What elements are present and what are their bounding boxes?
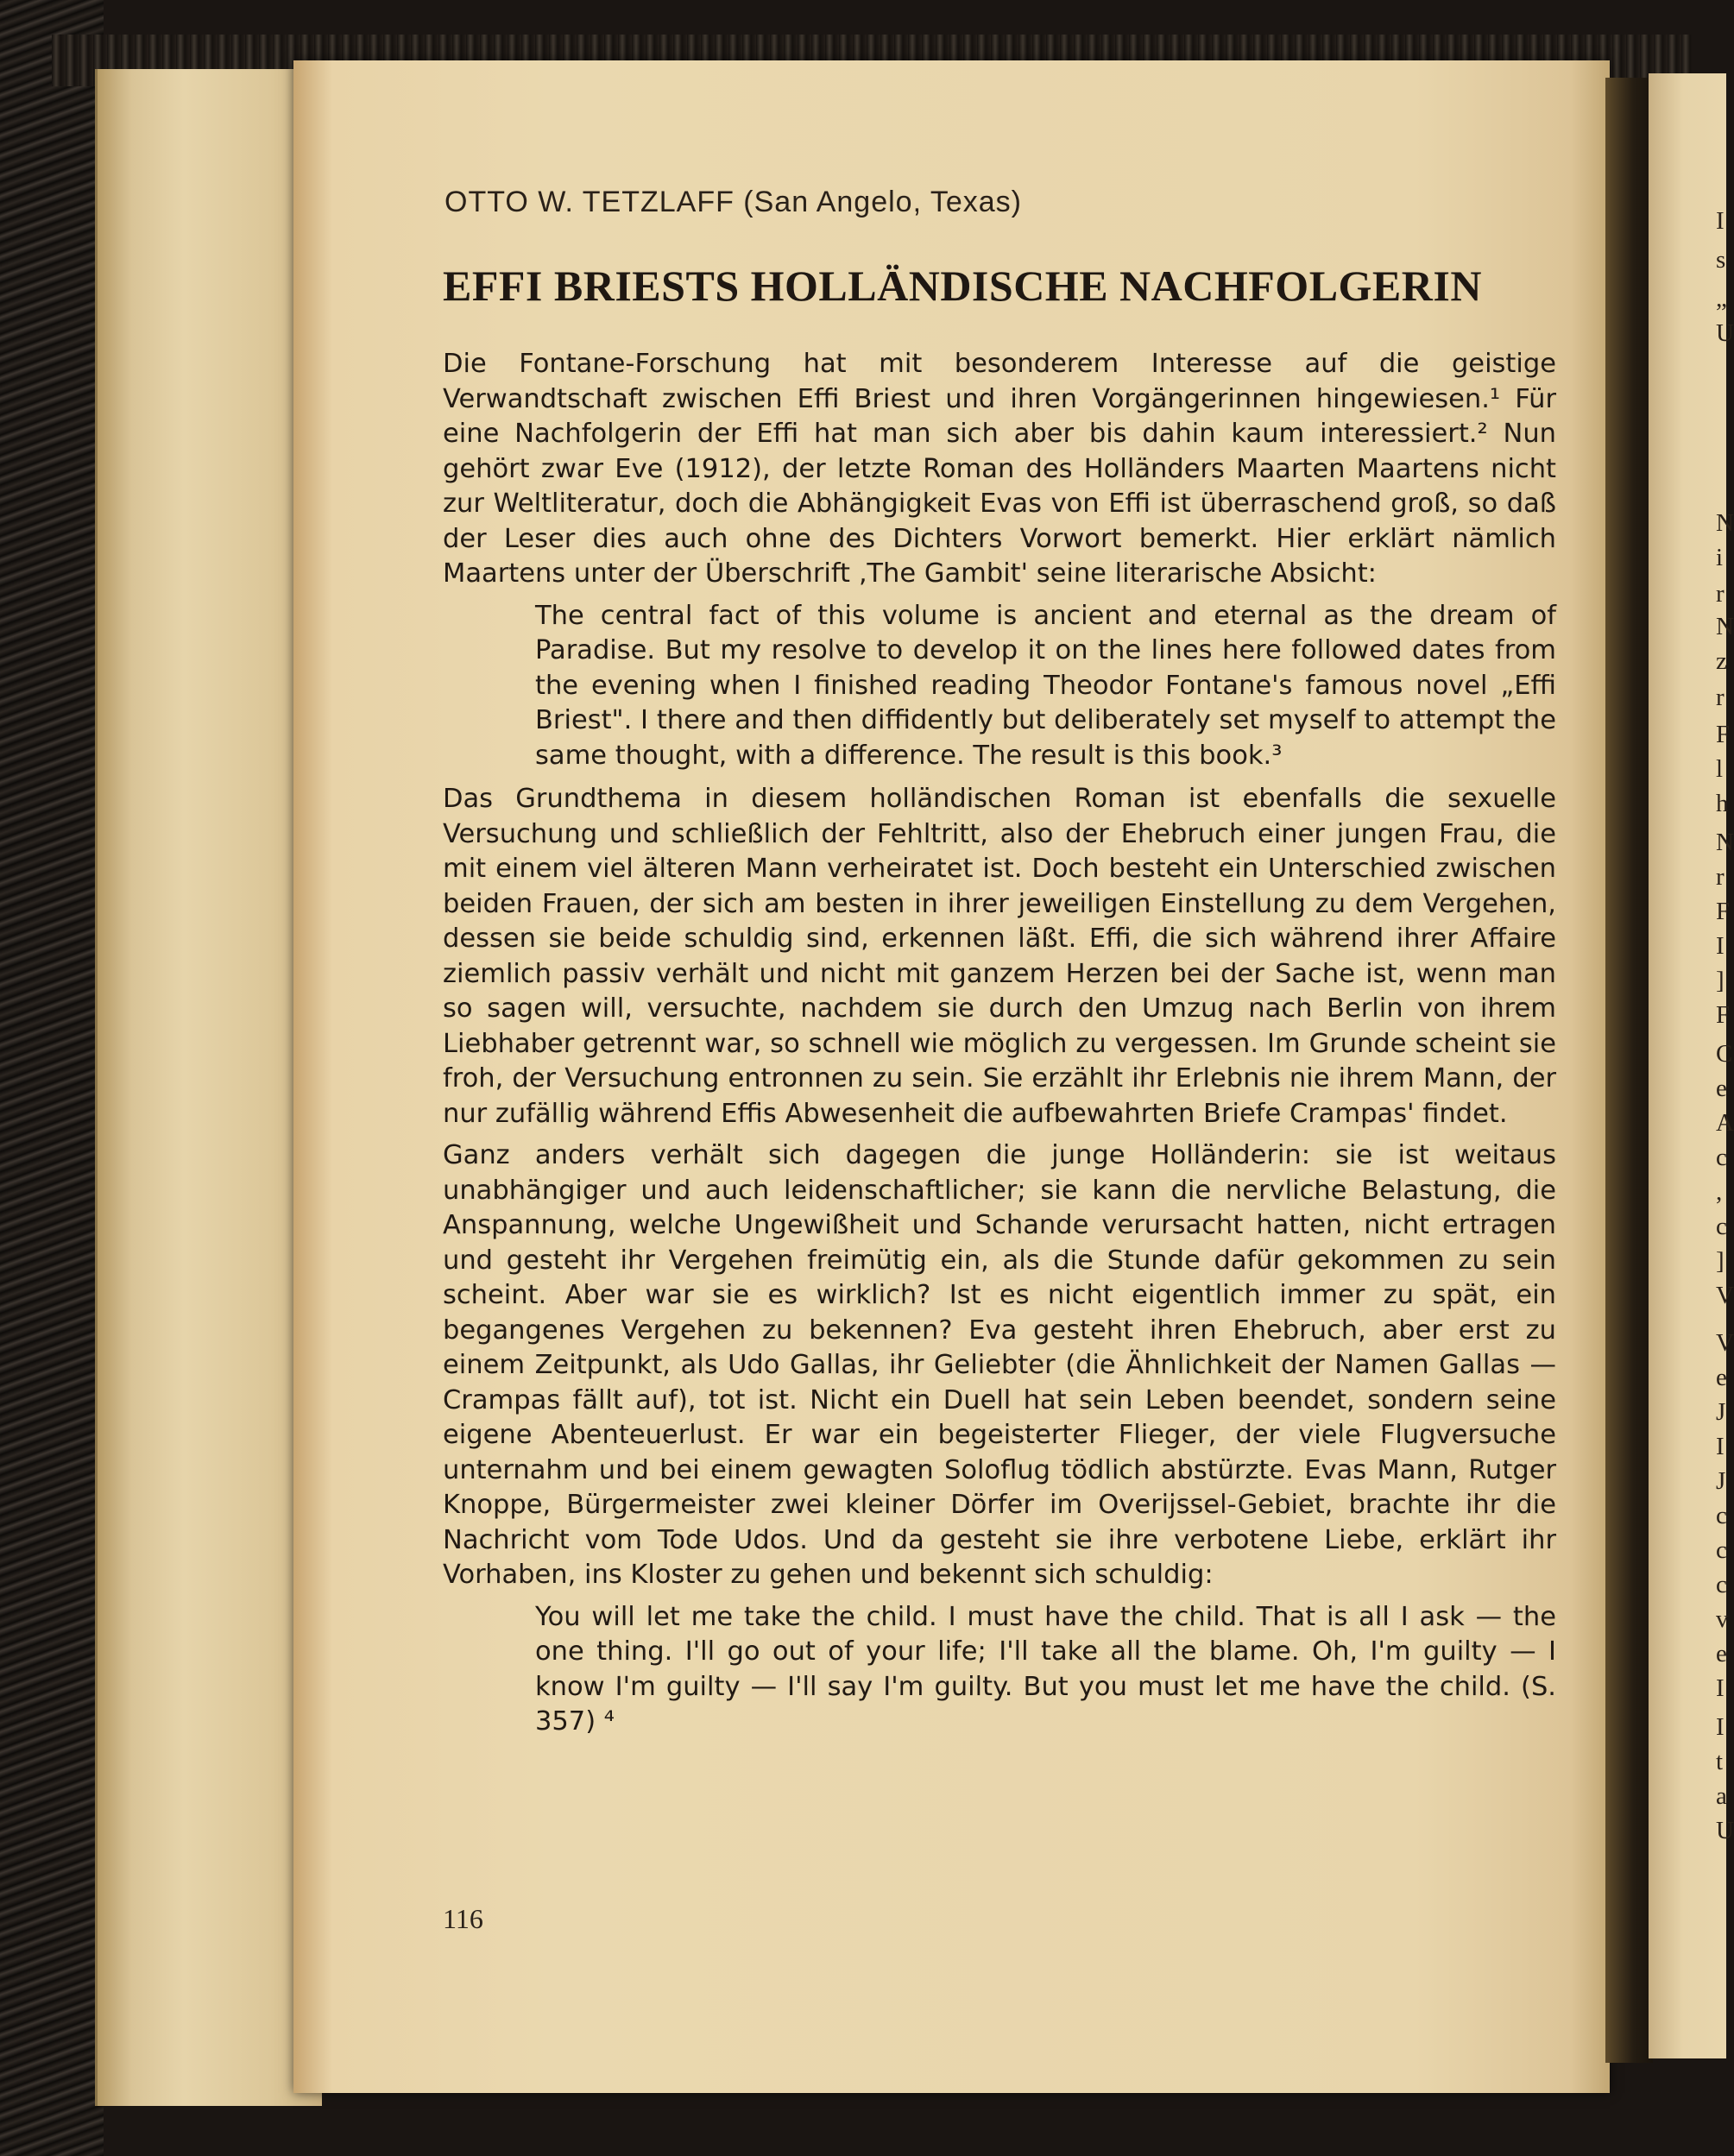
- next-page-letter: N: [1716, 509, 1734, 537]
- paragraph-2: Das Grundthema in diesem holländischen Roman ist ebenfalls die sexuelle Versuchung und schließlich der Fehltritt, also der Ehebruch einer jungen Frau, die mit einem viel älteren Mann verheiratet ist. Doch besteht ein Unterschied zwischen beiden Frauen, der sich am besten in ihrer jeweiligen Einstellung zu dem Vergehen, dessen sie beide schuldig sind, erkennen läßt. Effi, die sich während ihrer Affaire ziemlich passiv verhält und nicht mit ganzem Herzen bei der Sache ist, wenn man so sagen will, versuchte, nachdem sie durch den Umzug nach Berlin von ihrem Liebhaber getrennt war, so schnell wie möglich zu vergessen. Im Grunde scheint sie froh, der Versuchung entronnen zu sein. Sie erzählt ihr Erlebnis nie ihrem Mann, der nur zufällig während Effis Abwesenheit die aufbewahrten Briefe Crampas' findet.: [443, 784, 1556, 1129]
- next-page-letter: r: [1716, 580, 1725, 608]
- next-page-letter: l: [1716, 755, 1724, 783]
- next-page-letter: e: [1716, 1075, 1727, 1102]
- next-page-letter: e: [1716, 1640, 1727, 1667]
- next-page-letter: J: [1716, 1467, 1726, 1495]
- paragraph-3: Ganz anders verhält sich dagegen die junge Holländerin: sie ist weitaus unabhängiger und auch leidenschaftlicher; sie kann die nervliche Belastung, die Anspannung, welche Ungewißheit und Schande verursacht hatten, nicht ertragen und gesteht ihr Vergehen freimütig ein, als die Stunde dafür gekommen zu sein scheint. Aber war sie es wirklich? Ist es nicht eigentlich immer zu spät, ein begangenes Vergehen zu bekennen? Eva gesteht ihren Ehebruch, aber erst zu einem Zeitpunkt, als Udo Gallas, ihr Geliebter (die Ähnlichkeit der Namen Gallas — Crampas fällt auf), tot ist. Nicht ein Duell hat sein Leben beendet, sondern seine eigene Abenteuerlust. Er war ein begeisterter Flieger, der viele Flugversuche unternahm und bei einem gewagten Soloflug tödlich abstürzte. Evas Mann, Rutger Knoppe, Bürgermeister zwei kleiner Dörfer im Overijssel-Gebiet, brachte ihr die Nachricht vom Tode Udos. Und da gesteht sie ihre verbotene Liebe, erklärt ihr Vorhaben, ins Kloster zu gehen und bekennt sich schuldig:: [443, 1140, 1556, 1590]
- next-page-letter: c: [1716, 1536, 1727, 1564]
- next-page-letter: F: [1716, 721, 1731, 748]
- page-stack: [95, 69, 322, 2106]
- next-page-letter: r: [1716, 684, 1725, 711]
- next-page-letter: U: [1716, 319, 1734, 347]
- block-quote-2: You will let me take the child. I must have the child. That is all I ask — the one thing. I'll go out of your life; I'll take all the blame. Oh, I'm guilty — I know I'm guilty — I'll say I'm guilty. But you must let me have the child. (S. 357) ⁴: [535, 1601, 1556, 1737]
- next-page-letter: ]: [1716, 967, 1725, 994]
- next-page-letter: a: [1716, 1782, 1727, 1810]
- next-page-letter: N: [1716, 613, 1734, 640]
- next-page-letter: z: [1716, 647, 1727, 675]
- next-page-letter: I: [1716, 932, 1725, 960]
- next-page-letter: s: [1716, 246, 1726, 274]
- article-title: EFFI BRIESTS HOLLÄNDISCHE NACHFOLGERIN: [443, 262, 1482, 310]
- page-content: [443, 186, 1556, 1749]
- block-quote-1: The central fact of this volume is ancient and eternal as the dream of Paradise. But my resolve to develop it on the lines here followed dates from the evening when I finished reading Theodor Fontane's famous novel „Effi Briest". I there and then diffidently but deliberately set myself to attempt the same thought, with a difference. The result is this book.³: [535, 600, 1556, 771]
- book-cover-edge: [0, 0, 104, 2156]
- next-page-letter: V: [1716, 1282, 1734, 1309]
- next-page-letter: F: [1716, 898, 1731, 925]
- next-page-letter: „: [1716, 285, 1727, 312]
- next-page-letter: A: [1716, 1109, 1734, 1137]
- paragraph-1: Die Fontane-Forschung hat mit besonderem Interesse auf die geistige Verwandtschaft zwischen Effi Briest und ihren Vorgängerinnen hingewiesen.¹ Für eine Nachfolgerin der Effi hat man sich aber bis dahin kaum interessiert.² Nun gehört zwar Eve (1912), der letzte Roman des Holländers Maarten Maartens nicht zur Weltliteratur, doch die Abhängigkeit Evas von Effi ist überraschend groß, so daß der Leser dies auch ohne des Dichters Vorwort bemerkt. Hier erklärt nämlich Maartens unter der Überschrift ‚The Gambit' seine literarische Absicht:: [443, 349, 1556, 589]
- page-number: 116: [443, 1903, 483, 1934]
- next-page-letter: ]: [1716, 1247, 1725, 1275]
- next-page-letter: e: [1716, 1364, 1727, 1391]
- next-page-letter: I: [1716, 1713, 1725, 1741]
- next-page-letter: I: [1716, 1433, 1725, 1460]
- next-page-letter: t: [1716, 1748, 1724, 1775]
- next-page-letter: r: [1716, 863, 1725, 891]
- author-line: OTTO W. TETZLAFF (San Angelo, Texas): [445, 186, 1022, 218]
- next-page-letter: J: [1716, 1398, 1726, 1426]
- next-page-letter: F: [1716, 1001, 1731, 1029]
- next-page-letter: C: [1716, 1040, 1733, 1068]
- next-page-letter: N: [1716, 829, 1734, 856]
- next-page-letter: V: [1716, 1329, 1734, 1357]
- book-gutter: [1605, 78, 1653, 2063]
- next-page-edge: [1649, 73, 1726, 2058]
- next-page-letter: v: [1716, 1605, 1729, 1633]
- next-page-letter: c: [1716, 1144, 1727, 1171]
- next-page-letter: c: [1716, 1571, 1727, 1598]
- next-page-letter: I: [1716, 207, 1725, 235]
- next-page-letter: i: [1716, 544, 1724, 571]
- next-page-letter: ,: [1716, 1178, 1723, 1206]
- next-page-letter: c: [1716, 1502, 1727, 1529]
- next-page-letter: I: [1716, 1674, 1725, 1702]
- next-page-letter: U: [1716, 1817, 1734, 1844]
- next-page-letter: c: [1716, 1213, 1727, 1240]
- next-page-letter: h: [1716, 790, 1729, 817]
